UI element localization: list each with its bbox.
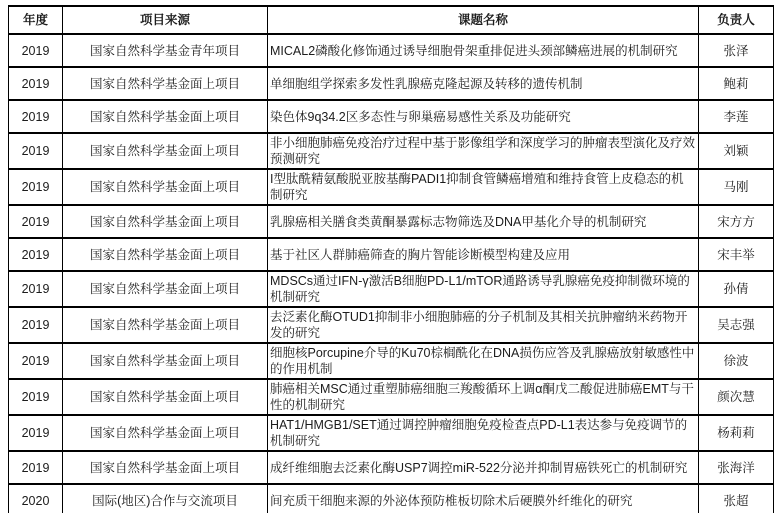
header-year: 年度 (9, 6, 63, 34)
source-cell: 国家自然科学基金面上项目 (63, 343, 268, 379)
leader-cell: 吴志强 (699, 307, 774, 343)
year-cell: 2020 (9, 484, 63, 513)
source-cell: 国家自然科学基金面上项目 (63, 205, 268, 238)
source-cell: 国家自然科学基金面上项目 (63, 415, 268, 451)
table-row (9, 484, 774, 513)
leader-cell: 马刚 (699, 169, 774, 205)
leader-cell: 宋丰举 (699, 238, 774, 271)
title-cell: MICAL2磷酸化修饰通过诱导细胞骨架重排促进头颈部鳞癌进展的机制研究 (268, 34, 699, 67)
title-cell: 间充质干细胞来源的外泌体预防椎板切除术后硬膜外纤维化的研究 (268, 484, 699, 513)
title-cell: 染色体9q34.2区多态性与卵巢癌易感性关系及功能研究 (268, 100, 699, 133)
title-cell: MDSCs通过IFN-γ激活B细胞PD-L1/mTOR通路诱导乳腺癌免疫抑制微环境的机制研究 (268, 271, 699, 307)
title-cell: 单细胞组学探索多发性乳腺癌克隆起源及转移的遗传机制 (268, 67, 699, 100)
table-row (9, 238, 774, 271)
title-cell: 肺癌相关MSC通过重塑肺癌细胞三羧酸循环上调α酮戊二酸促进肺癌EMT与干性的机制研究 (268, 379, 699, 415)
source-cell: 国际(地区)合作与交流项目 (63, 484, 268, 513)
year-cell: 2019 (9, 34, 63, 67)
grant-projects-table (8, 5, 774, 513)
year-cell: 2019 (9, 205, 63, 238)
table-body (9, 34, 774, 513)
source-cell: 国家自然科学基金面上项目 (63, 379, 268, 415)
leader-cell: 张海洋 (699, 451, 774, 484)
title-cell: 非小细胞肺癌免疫治疗过程中基于影像组学和深度学习的肿瘤表型演化及疗效预测研究 (268, 133, 699, 169)
table-row (9, 169, 774, 205)
title-cell: 乳腺癌相关膳食类黄酮暴露标志物筛选及DNA甲基化介导的机制研究 (268, 205, 699, 238)
source-cell: 国家自然科学基金面上项目 (63, 169, 268, 205)
year-cell: 2019 (9, 271, 63, 307)
year-cell: 2019 (9, 343, 63, 379)
source-cell: 国家自然科学基金面上项目 (63, 67, 268, 100)
title-cell: HAT1/HMGB1/SET通过调控肿瘤细胞免疫检查点PD-L1表达参与免疫调节的机制研究 (268, 415, 699, 451)
table-row (9, 34, 774, 67)
table-row (9, 307, 774, 343)
year-cell: 2019 (9, 67, 63, 100)
table-header-row (9, 6, 774, 34)
source-cell: 国家自然科学基金面上项目 (63, 271, 268, 307)
leader-cell: 鲍莉 (699, 67, 774, 100)
leader-cell: 张泽 (699, 34, 774, 67)
leader-cell: 孙倩 (699, 271, 774, 307)
source-cell: 国家自然科学基金面上项目 (63, 451, 268, 484)
year-cell: 2019 (9, 100, 63, 133)
table-row (9, 379, 774, 415)
table-row (9, 133, 774, 169)
year-cell: 2019 (9, 133, 63, 169)
header-title: 课题名称 (268, 6, 699, 34)
leader-cell: 徐波 (699, 343, 774, 379)
title-cell: 基于社区人群肺癌筛查的胸片智能诊断模型构建及应用 (268, 238, 699, 271)
title-cell: 成纤维细胞去泛素化酶USP7调控miR-522分泌并抑制胃癌铁死亡的机制研究 (268, 451, 699, 484)
source-cell: 国家自然科学基金面上项目 (63, 133, 268, 169)
year-cell: 2019 (9, 451, 63, 484)
year-cell: 2019 (9, 415, 63, 451)
title-cell: 细胞核Porcupine介导的Ku70棕榈酰化在DNA损伤应答及乳腺癌放射敏感性中的作用机制 (268, 343, 699, 379)
table-row (9, 343, 774, 379)
leader-cell: 宋方方 (699, 205, 774, 238)
table-row (9, 100, 774, 133)
header-leader: 负责人 (699, 6, 774, 34)
year-cell: 2019 (9, 169, 63, 205)
table-row (9, 205, 774, 238)
source-cell: 国家自然科学基金面上项目 (63, 307, 268, 343)
leader-cell: 颜次慧 (699, 379, 774, 415)
year-cell: 2019 (9, 307, 63, 343)
leader-cell: 李莲 (699, 100, 774, 133)
table-row (9, 451, 774, 484)
title-cell: 去泛素化酶OTUD1抑制非小细胞肺癌的分子机制及其相关抗肿瘤纳米药物开发的研究 (268, 307, 699, 343)
leader-cell: 杨莉莉 (699, 415, 774, 451)
table-row (9, 271, 774, 307)
table-row (9, 67, 774, 100)
source-cell: 国家自然科学基金面上项目 (63, 238, 268, 271)
header-source: 项目来源 (63, 6, 268, 34)
year-cell: 2019 (9, 238, 63, 271)
leader-cell: 张超 (699, 484, 774, 513)
title-cell: I型肽酰精氨酸脱亚胺基酶PADI1抑制食管鳞癌增殖和维持食管上皮稳态的机制研究 (268, 169, 699, 205)
leader-cell: 刘颖 (699, 133, 774, 169)
table-row (9, 415, 774, 451)
source-cell: 国家自然科学基金面上项目 (63, 100, 268, 133)
source-cell: 国家自然科学基金青年项目 (63, 34, 268, 67)
year-cell: 2019 (9, 379, 63, 415)
